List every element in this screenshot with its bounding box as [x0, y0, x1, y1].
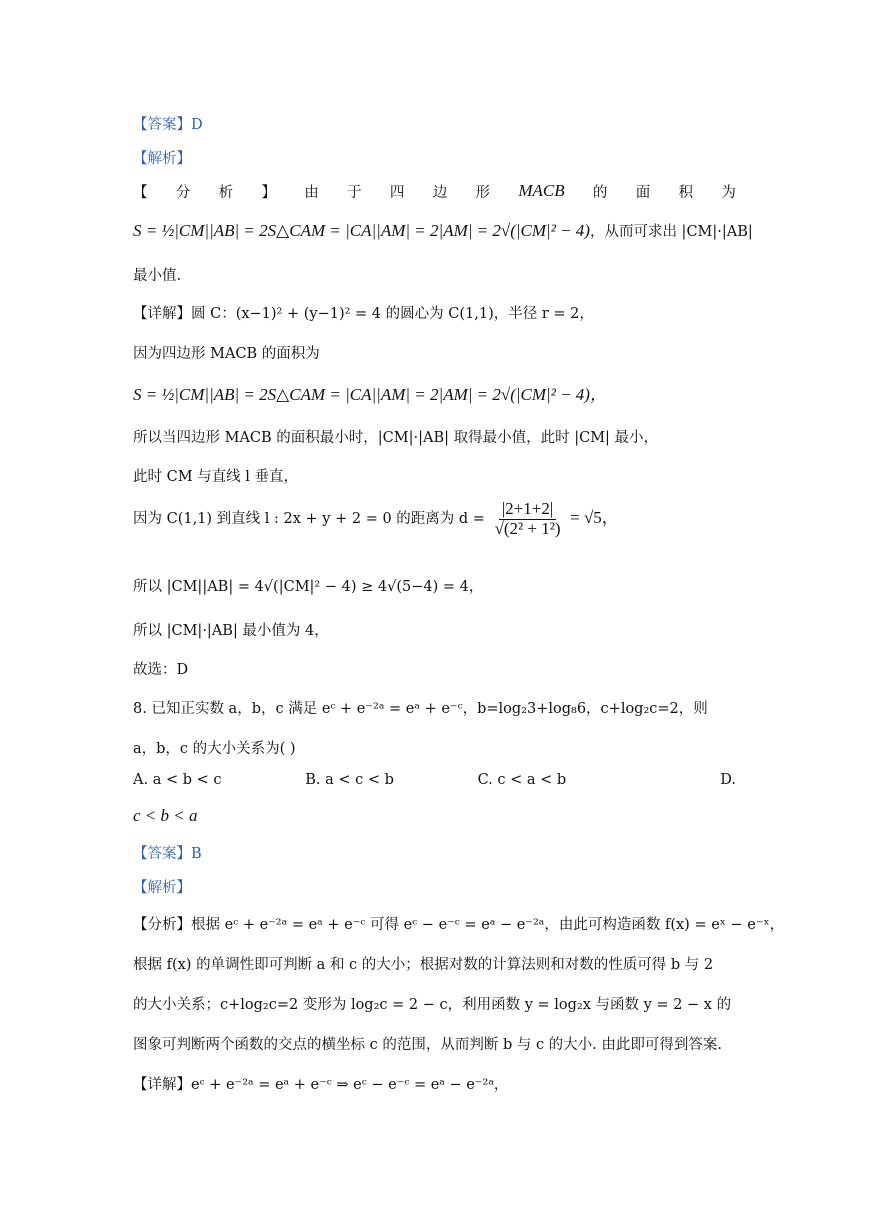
- detail-product: 所以 |CM||AB| = 4√(|CM|² − 4) ≥ 4√(5−4) = 4，: [133, 579, 484, 595]
- answer-label: 【答案】D: [133, 117, 203, 133]
- detail-circle: 【详解】圆 C：(x−1)² + (y−1)² = 4 的圆心为 C(1,1)，半径 r = 2，: [133, 306, 594, 322]
- option-d: D.: [720, 772, 736, 788]
- analysis-heading: 【解析】: [133, 151, 191, 167]
- question-8-stem-2: a，b，c 的大小关系为( ): [133, 741, 296, 757]
- distance-denominator: √(2² + 1²): [494, 518, 561, 538]
- distance-numerator: |2+1+2|: [499, 500, 556, 520]
- analysis-word: 边: [432, 185, 448, 201]
- question-8-options: [133, 772, 736, 788]
- area-formula-2: S = ½|CM||AB| = 2S△CAM = |CA||AM| = 2|AM| = 2√(|CM|² − 4)，: [133, 385, 607, 404]
- area-formula: S = ½|CM||AB| = 2S△CAM = |CA||AM| = 2|AM| = 2√(|CM|² − 4): [133, 221, 590, 240]
- analysis-text-2: 根据 f(x) 的单调性即可判断 a 和 c 的大小；根据对数的计算法则和对数的性质可得 b 与 2: [133, 957, 714, 973]
- analysis-word: 由: [304, 185, 319, 201]
- question-8-stem: 8. 已知正实数 a，b，c 满足 eᶜ + e⁻²ᵃ = eᵃ + e⁻ᶜ，b=log₂3+log₈6，c+log₂c=2，则: [133, 701, 708, 717]
- distance-line: [133, 500, 619, 538]
- distance-post: = √5，: [570, 508, 619, 528]
- detail-min-area: 所以当四边形 MACB 的面积最小时，|CM|·|AB| 取得最小值，此时 |CM| 最小，: [133, 430, 659, 446]
- analysis-word: 形: [475, 185, 490, 201]
- analysis-word: 为: [721, 185, 736, 201]
- analysis-word: 的: [592, 185, 608, 201]
- analysis-text-1: 【分析】根据 eᶜ + e⁻²ᵃ = eᵃ + e⁻ᶜ 可得 eᶜ − e⁻ᶜ = eᵃ − e⁻²ᵃ，由此可构造函数 f(x) = eˣ − e⁻ˣ，: [133, 917, 785, 933]
- analysis-word: 四: [389, 185, 405, 201]
- option-d-value: c < b < a: [133, 806, 198, 825]
- option-c: C. c < a < b: [477, 772, 567, 788]
- option-a: A. a < b < c: [133, 772, 222, 788]
- detail-text: 【详解】eᶜ + e⁻²ᵃ = eᵃ + e⁻ᶜ ⇒ eᶜ − e⁻ᶜ = eᵃ − e⁻²ᵃ，: [133, 1077, 509, 1093]
- choose-text: 故选：D: [133, 662, 189, 678]
- formula-tail: ，从而可求出 |CM|·|AB|: [589, 224, 753, 240]
- analysis-word: 】: [261, 185, 276, 201]
- formula-line: [133, 220, 753, 241]
- analysis-word: 析: [218, 185, 234, 201]
- analysis-word: 于: [347, 185, 362, 201]
- analysis-text-3: 的大小关系；c+log₂c=2 变形为 log₂c = 2 − c，利用函数 y = log₂x 与函数 y = 2 − x 的: [133, 997, 732, 1013]
- distance-pre: 因为 C(1,1) 到直线 l : 2x + y + 2 = 0 的距离为 d =: [133, 511, 485, 528]
- analysis-word: 分: [175, 185, 191, 201]
- analysis-heading-2: 【解析】: [133, 880, 191, 896]
- detail-min: 所以 |CM|·|AB| 最小值为 4，: [133, 623, 329, 639]
- analysis-line: [133, 181, 736, 202]
- detail-area-intro: 因为四边形 MACB 的面积为: [133, 346, 320, 362]
- distance-fraction: [492, 500, 564, 538]
- analysis-word: 面: [635, 185, 651, 201]
- analysis-word-macb: MACB: [518, 181, 565, 200]
- detail-perpendicular: 此时 CM 与直线 l 垂直，: [133, 469, 299, 485]
- answer-label-2: 【答案】B: [133, 846, 202, 862]
- analysis-text-4: 图象可判断两个函数的交点的横坐标 c 的范围，从而判断 b 与 c 的大小. 由此即可得到答案.: [133, 1037, 723, 1053]
- min-value-text: 最小值.: [133, 268, 182, 284]
- analysis-word: 【: [133, 185, 148, 201]
- analysis-word: 积: [678, 185, 694, 201]
- option-b: B. a < c < b: [305, 772, 394, 788]
